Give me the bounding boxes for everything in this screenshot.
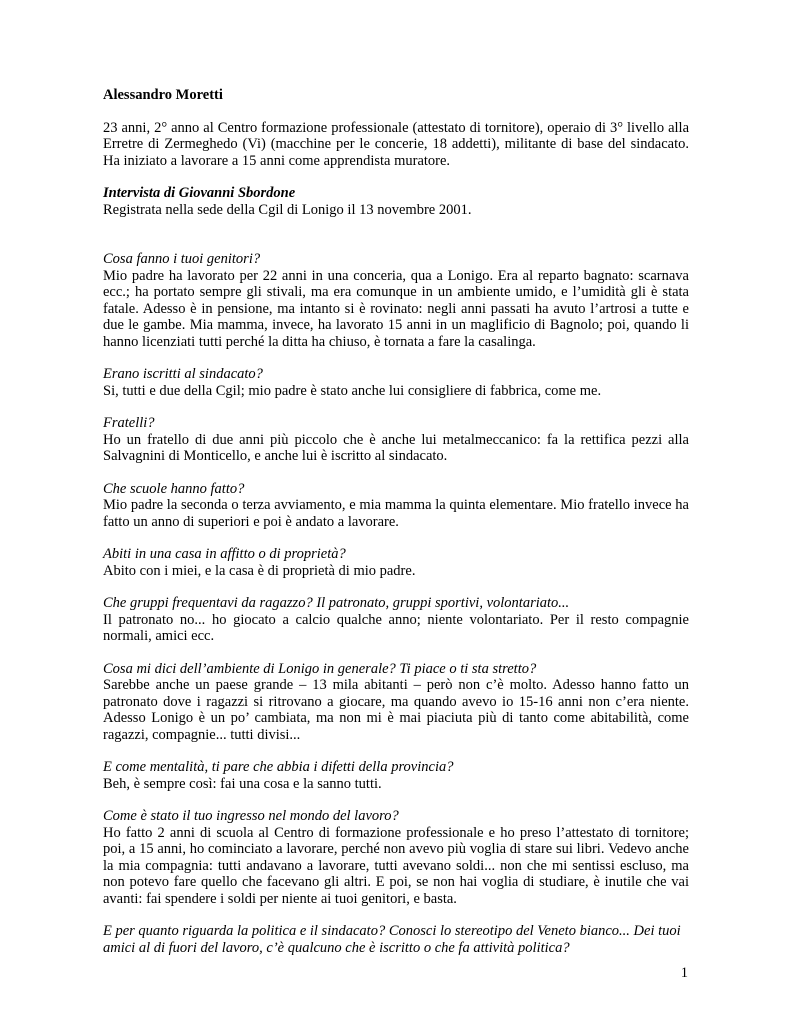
qa-block	[103, 923, 689, 956]
question: Abiti in una casa in affitto o di proprietà?	[103, 546, 346, 562]
answer: Mio padre ha lavorato per 22 anni in una conceria, qua a Lonigo. Era al reparto bagnato: scarnava ecc.; ha portato sempre gli stivali, ma era comunque in un ambiente umido, e l’umidità gli è stata fatale. Adesso è in pensione, ma intanto si è rovinato: negli anni passati ha avuto l’artrosi a tutte e due le gambe. Mia mamma, invece, ha lavorato 15 anni in un maglificio di Bagnolo; poi, quando li hanno licenziati tutti perché la ditta ha chiuso, è tornata a fare la casalinga.	[103, 267, 689, 350]
question: Che scuole hanno fatto?	[103, 480, 245, 497]
question: Fratelli?	[103, 415, 155, 431]
question: Erano iscritti al sindacato?	[103, 366, 263, 382]
intro-paragraph: 23 anni, 2° anno al Centro formazione professionale (attestato di tornitore), operaio di 3° livello alla Erretre di Zermeghedo (Vi) (macchine per le concerie, 18 addetti), militante di base del sindacato. Ha iniziato a lavorare a 15 anni come apprendista muratore.	[103, 119, 689, 169]
page-number: 1	[680, 965, 688, 981]
answer: Si, tutti e due della Cgil; mio padre è stato anche lui consigliere di fabbrica, come me.	[103, 382, 602, 399]
question: Che gruppi frequentavi da ragazzo? Il patronato, gruppi sportivi, volontariato...	[103, 595, 570, 611]
interviewer-line: Intervista di Giovanni Sbordone	[103, 185, 296, 201]
recording-info: Registrata nella sede della Cgil di Lonigo il 13 novembre 2001.	[103, 201, 472, 218]
qa-block	[103, 808, 689, 907]
question: E come mentalità, ti pare che abbia i difetti della provincia?	[103, 759, 454, 775]
answer: Sarebbe anche un paese grande – 13 mila abitanti – però non c’è molto. Adesso hanno fatto un patronato dove i ragazzi si ritrovano a giocare, ma quando avevo io 15-16 anni non c’era niente. Adesso Lonigo è un po’ cambiata, ma non mi è mai piaciuta più di tanto come abitabilità, come ragazzi, compagnie... tutti divisi...	[103, 677, 689, 743]
qa-block	[103, 661, 689, 744]
question: E per quanto riguarda la politica e il sindacato? Conosci lo stereotipo del Veneto bianco... Dei tuoi amici al di fuori del lavoro, c’è qualcuno che è iscritto o che fa attività politica?	[103, 923, 681, 956]
qa-block	[103, 595, 689, 645]
answer: Beh, è sempre così: fai una cosa e la sanno tutti.	[103, 775, 382, 792]
answer: Mio padre la seconda o terza avviamento, e mia mamma la quinta elementare. Mio fratello invece ha fatto un anno di superiori e poi è andato a lavorare.	[103, 497, 689, 530]
qa-block	[103, 415, 689, 465]
interviewee-name: Alessandro Moretti	[103, 87, 223, 103]
answer: Ho un fratello di due anni più piccolo che è anche lui metalmeccanico: fa la rettifica pezzi alla Salvagnini di Monticello, e anche lui è iscritto al sindacato.	[103, 431, 689, 464]
qa-block	[103, 251, 689, 350]
qa-block	[103, 366, 689, 399]
question: Cosa fanno i tuoi genitori?	[103, 251, 261, 267]
question: Come è stato il tuo ingresso nel mondo del lavoro?	[103, 808, 399, 824]
qa-block	[103, 546, 689, 579]
answer: Ho fatto 2 anni di scuola al Centro di formazione professionale e ho preso l’attestato di tornitore; poi, a 15 anni, ho cominciato a lavorare, perché non avevo più voglia di stare sui libri. Vedevo anche la mia compagnia: tutti andavano a lavorare, tutti avevano soldi... non che mi sentissi escluso, ma non potevo fare quello che facevano gli altri. E poi, se non hai voglia di studiare, è inutile che vai avanti: fai spendere i soldi per niente ai tuoi genitori, e basta.	[103, 824, 689, 907]
answer: Abito con i miei, e la casa è di proprietà di mio padre.	[103, 562, 416, 579]
question: Cosa mi dici dell’ambiente di Lonigo in generale? Ti piace o ti sta stretto?	[103, 660, 537, 677]
answer: Il patronato no... ho giocato a calcio qualche anno; niente volontariato. Per il resto compagnie normali, amici ecc.	[103, 611, 689, 644]
qa-block	[103, 481, 689, 531]
document-page	[103, 87, 689, 972]
qa-block	[103, 759, 689, 792]
